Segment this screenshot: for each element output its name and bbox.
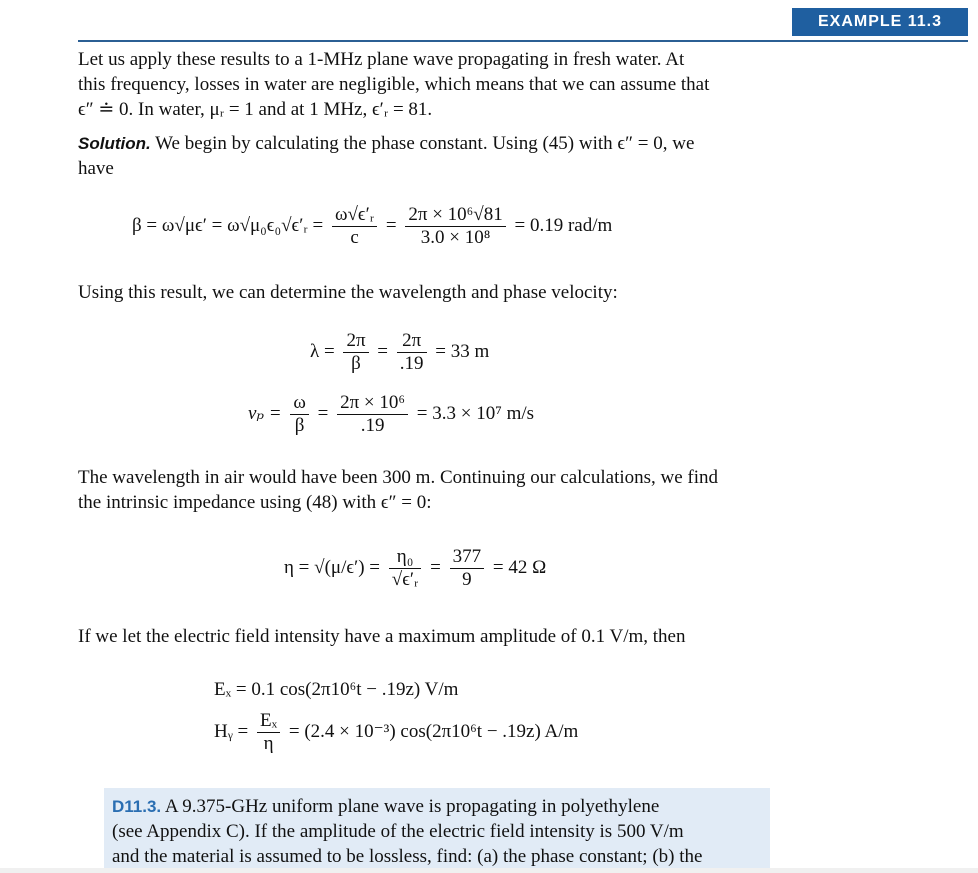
beta-result: = 0.19 rad/m — [514, 214, 613, 236]
solution-label: Solution. — [78, 134, 151, 153]
eta-lhs: η = √(μ/ϵ′) = — [284, 556, 381, 578]
intro-paragraph — [78, 47, 770, 122]
lambda-frac-2: $\frac{2\pi}{.19}$ — [397, 330, 427, 375]
paragraph-3: The wavelength in air would have been 300 m. Continuing our calculations, we find the intrinsic impedance using (48) with ϵ″ = 0: — [78, 467, 719, 513]
header-rule — [78, 40, 968, 42]
equation-hy — [214, 710, 578, 755]
equation-vp: vₚ = $\frac{\omega}{\beta}$ = $\frac{\text{2π × 10⁶}}{.19}$ = 3.3 × 10⁷ m/s — [248, 392, 535, 436]
vp-frac-2: $\frac{\text{2π × 10⁶}}{.19}$ — [337, 392, 408, 437]
beta-frac-2: $\frac{\text{2π × 10⁶√81}}{\text{3.0 × 10⁸}}$ — [405, 204, 505, 249]
hy-frac: $\frac{\text{Eₓ}}{\eta}$ — [257, 710, 280, 755]
intro-line-3: ϵ″ ≐ 0. In water, μᵣ = 1 and at 1 MHz, ϵ′ᵣ = 81. — [78, 99, 433, 120]
drill-line-3: and the material is assumed to be lossless, find: (a) the phase constant; (b) the — [112, 846, 703, 867]
solution-paragraph — [78, 131, 770, 181]
lambda-lhs: λ = — [310, 340, 335, 362]
drill-problem-box — [104, 788, 770, 873]
eta-frac-1: $\frac{\text{η₀}}{\text{√ϵ′ᵣ}}$ — [389, 546, 422, 591]
beta-frac-1: $\frac{\text{ω√ϵ′ᵣ}}{c}$ — [332, 204, 377, 249]
intro-line-2: this frequency, losses in water are negligible, which means that we can assume that — [78, 74, 710, 95]
eta-result: = 42 Ω — [492, 556, 547, 578]
equation-lambda: λ = $\frac{2\pi}{\beta}$ = $\frac{2\pi}{.19}$ = 33 m — [310, 330, 490, 374]
hy-rhs: = (2.4 × 10⁻³) cos(2π10⁶t − .19z) A/m — [288, 720, 579, 742]
solution-line-2: have — [78, 158, 114, 179]
paragraph-2: Using this result, we can determine the wavelength and phase velocity: — [78, 282, 618, 303]
drill-line-1: A 9.375-GHz uniform plane wave is propagating in polyethylene — [161, 796, 660, 817]
example-badge: EXAMPLE 11.3 — [792, 8, 968, 36]
drill-line-2: (see Appendix C). If the amplitude of the electric field intensity is 500 V/m — [112, 821, 684, 842]
equation-ex: Eₓ = 0.1 cos(2π10⁶t − .19z) V/m — [214, 679, 459, 700]
paragraph-4: If we let the electric field intensity have a maximum amplitude of 0.1 V/m, then — [78, 626, 686, 647]
hy-lhs: Hᵧ = — [214, 720, 249, 742]
vp-frac-1: $\frac{\omega}{\beta}$ — [290, 392, 309, 437]
equation-eta: η = √(μ/ϵ′) = $\frac{\text{η₀}}{\text{√ϵ′ᵣ}}$ = $\frac{377}{9}$ = 42 Ω — [284, 546, 547, 590]
intro-line-1: Let us apply these results to a 1-MHz plane wave propagating in fresh water. At — [78, 49, 685, 70]
page-bottom-edge — [0, 868, 978, 873]
lambda-frac-1: $\frac{2\pi}{\beta}$ — [343, 330, 368, 375]
equation-beta: β = ω√μϵ′ = ω√μ₀ϵ₀√ϵ′ᵣ = $\frac{\text{ω√ϵ′ᵣ}}{c}$ = $\frac{\text{2π × 10⁶√81}}{\text{3.0 × 10⁸}}$ = 0.19 rad/m — [132, 204, 613, 248]
vp-lhs: vₚ = — [248, 402, 282, 424]
lambda-result: = 33 m — [435, 340, 490, 362]
beta-lhs: β = ω√μϵ′ = ω√μ₀ϵ₀√ϵ′ᵣ = — [132, 214, 324, 236]
drill-label: D11.3. — [112, 797, 162, 816]
vp-result: = 3.3 × 10⁷ m/s — [416, 402, 535, 424]
solution-line-1: We begin by calculating the phase constant. Using (45) with ϵ″ = 0, we — [150, 133, 695, 154]
eta-frac-2: $\frac{377}{9}$ — [450, 546, 485, 591]
